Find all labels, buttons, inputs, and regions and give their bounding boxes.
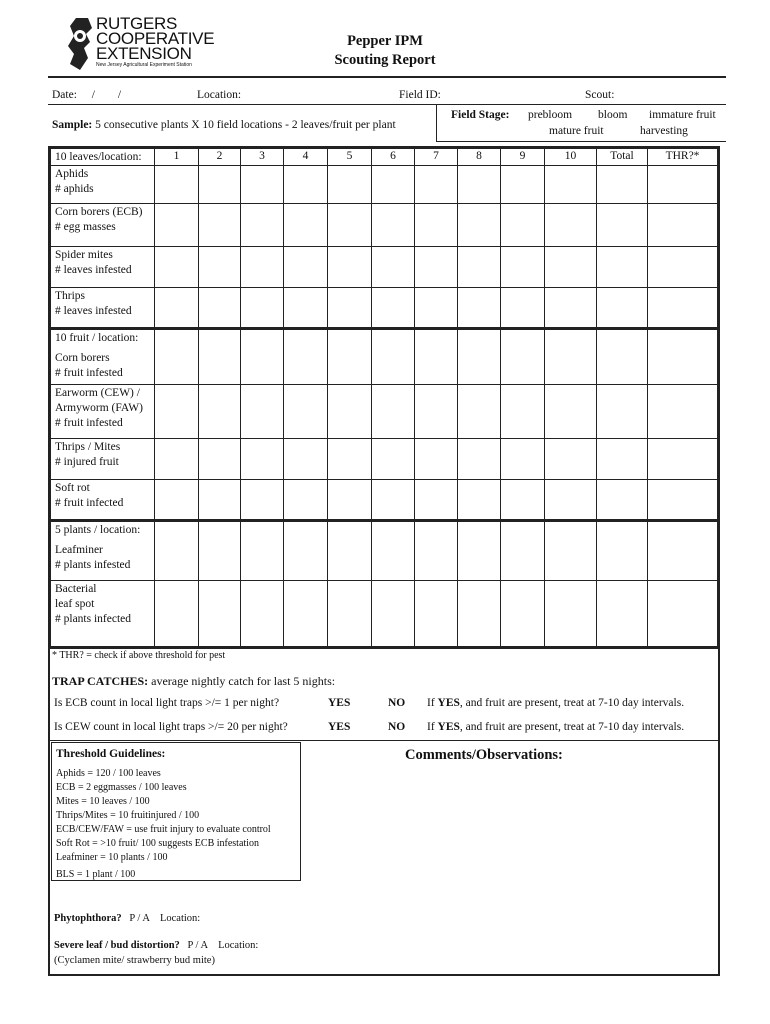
entry-cell[interactable]	[415, 479, 458, 521]
grid-header-cell: 1	[155, 149, 199, 166]
entry-cell[interactable]	[501, 384, 545, 438]
grid-header-cell: 7	[415, 149, 458, 166]
phytophthora-pa[interactable]: P / A	[129, 913, 150, 924]
entry-cell[interactable]	[458, 246, 501, 287]
entry-cell[interactable]	[501, 246, 545, 287]
entry-cell[interactable]	[199, 438, 241, 479]
entry-cell[interactable]	[372, 166, 415, 204]
row-label-line: # egg masses	[55, 221, 116, 234]
row-label-line: Spider mites	[55, 248, 113, 261]
grid-row	[51, 580, 718, 646]
entry-cell[interactable]	[597, 246, 648, 287]
entry-cell[interactable]	[458, 580, 501, 646]
entry-cell[interactable]	[284, 521, 328, 580]
entry-cell[interactable]	[415, 204, 458, 247]
entry-cell[interactable]	[241, 328, 284, 384]
entry-cell[interactable]	[597, 384, 648, 438]
entry-cell[interactable]	[328, 384, 372, 438]
title-line-1: Pepper IPM	[347, 33, 423, 49]
grid-row	[51, 479, 718, 521]
ecb-no-option[interactable]: NO	[388, 697, 406, 709]
page-title	[300, 32, 470, 70]
entry-cell[interactable]	[155, 384, 199, 438]
entry-cell[interactable]	[328, 328, 372, 384]
entry-cell[interactable]	[328, 521, 372, 580]
entry-cell[interactable]	[328, 479, 372, 521]
trap-title: TRAP CATCHES:	[52, 674, 149, 688]
grid-row	[51, 521, 718, 580]
entry-cell[interactable]	[545, 204, 597, 247]
row-label	[51, 479, 155, 521]
field-id-label: Field ID:	[399, 89, 441, 101]
header-rule-2	[48, 104, 726, 105]
distortion-note: (Cyclamen mite/ strawberry bud mite)	[54, 955, 215, 966]
entry-cell[interactable]	[241, 384, 284, 438]
entry-cell[interactable]	[545, 438, 597, 479]
comments-area[interactable]	[302, 742, 718, 974]
entry-cell[interactable]	[328, 580, 372, 646]
entry-cell[interactable]	[328, 438, 372, 479]
distortion-location: Location:	[218, 940, 259, 951]
stage-prebloom[interactable]: prebloom	[528, 109, 573, 121]
row-label-line: Soft rot	[55, 481, 90, 494]
row-label	[51, 438, 155, 479]
entry-cell[interactable]	[372, 580, 415, 646]
entry-cell[interactable]	[501, 479, 545, 521]
entry-cell[interactable]	[241, 521, 284, 580]
entry-cell[interactable]	[284, 328, 328, 384]
grid-header-cell: 2	[199, 149, 241, 166]
row-label	[51, 287, 155, 328]
trap-rule	[48, 740, 720, 741]
cew-yes-option[interactable]: YES	[328, 721, 351, 733]
entry-cell[interactable]	[597, 521, 648, 580]
ecb-if-yes: YES	[437, 697, 460, 709]
cew-action-text: , and fruit are present, treat at 7-10 day intervals.	[459, 721, 685, 733]
entry-cell[interactable]	[328, 204, 372, 247]
entry-cell[interactable]	[597, 479, 648, 521]
entry-cell[interactable]	[284, 479, 328, 521]
threshold-line: BLS = 1 plant / 100	[56, 869, 136, 880]
row-label-line: leaf spot	[55, 597, 95, 610]
entry-cell[interactable]	[241, 287, 284, 328]
entry-cell[interactable]	[284, 204, 328, 247]
entry-cell[interactable]	[199, 479, 241, 521]
entry-cell[interactable]	[501, 287, 545, 328]
stage-immature-fruit[interactable]: immature fruit	[649, 109, 716, 121]
rutgers-logo	[62, 14, 232, 76]
entry-cell[interactable]	[155, 438, 199, 479]
row-label	[51, 580, 155, 646]
entry-cell[interactable]	[372, 438, 415, 479]
threshold-line: Mites = 10 leaves / 100	[56, 796, 150, 807]
logo-line-1: RUTGERS	[96, 14, 178, 33]
entry-cell[interactable]	[199, 246, 241, 287]
entry-cell[interactable]	[597, 287, 648, 328]
entry-cell[interactable]	[458, 204, 501, 247]
sample-line	[52, 119, 396, 131]
location-label: Location:	[197, 89, 242, 101]
entry-cell[interactable]	[415, 384, 458, 438]
entry-cell[interactable]	[545, 246, 597, 287]
grid-header-row	[51, 149, 718, 166]
threshold-list	[56, 767, 271, 882]
entry-cell[interactable]	[501, 521, 545, 580]
ecb-yes-option[interactable]: YES	[328, 697, 351, 709]
entry-cell[interactable]	[328, 287, 372, 328]
entry-cell[interactable]	[199, 384, 241, 438]
grid-header-cell: 8	[458, 149, 501, 166]
grid-header-label: 10 leaves/location:	[51, 149, 155, 166]
grid-header-cell: 3	[241, 149, 284, 166]
cew-if: If	[427, 721, 435, 733]
entry-cell[interactable]	[241, 166, 284, 204]
sample-label: Sample:	[52, 119, 93, 131]
entry-cell[interactable]	[155, 166, 199, 204]
entry-cell[interactable]	[372, 246, 415, 287]
scouting-table	[50, 148, 718, 647]
grid-header-cell: Total	[597, 149, 648, 166]
entry-cell[interactable]	[648, 438, 718, 479]
entry-cell[interactable]	[284, 287, 328, 328]
entry-cell[interactable]	[155, 287, 199, 328]
entry-cell[interactable]	[328, 166, 372, 204]
entry-cell[interactable]	[284, 580, 328, 646]
header-rule-3	[436, 141, 726, 142]
entry-cell[interactable]	[458, 384, 501, 438]
entry-cell[interactable]	[648, 479, 718, 521]
date-slash-2: /	[117, 89, 122, 101]
header-rule	[48, 76, 726, 78]
entry-cell[interactable]	[199, 328, 241, 384]
entry-cell[interactable]	[648, 287, 718, 328]
row-label-line: # leaves infested	[55, 263, 132, 276]
entry-cell[interactable]	[545, 166, 597, 204]
row-label-line: Armyworm (FAW)	[55, 401, 143, 414]
row-label-line: # fruit infested	[55, 416, 123, 429]
entry-cell[interactable]	[155, 580, 199, 646]
grid-header-cell: 5	[328, 149, 372, 166]
row-label-line: Thrips	[55, 289, 86, 302]
threshold-line: Aphids = 120 / 100 leaves	[56, 768, 161, 779]
row-label-line: 5 plants / location:	[55, 524, 141, 537]
entry-cell[interactable]	[648, 328, 718, 384]
entry-cell[interactable]	[415, 580, 458, 646]
entry-cell[interactable]	[199, 204, 241, 247]
entry-cell[interactable]	[284, 166, 328, 204]
entry-cell[interactable]	[241, 438, 284, 479]
cew-no-option[interactable]: NO	[388, 721, 406, 733]
row-label-line: # fruit infected	[55, 496, 124, 509]
row-label-line: # leaves infested	[55, 304, 132, 317]
entry-cell[interactable]	[597, 438, 648, 479]
ecb-question: Is ECB count in local light traps >/= 1 per night?	[54, 697, 280, 709]
date-field[interactable]	[52, 89, 121, 101]
entry-cell[interactable]	[199, 521, 241, 580]
row-label-line: Corn borers (ECB)	[55, 206, 143, 219]
entry-cell[interactable]	[458, 521, 501, 580]
entry-cell[interactable]	[415, 328, 458, 384]
row-label	[51, 204, 155, 247]
entry-cell[interactable]	[284, 384, 328, 438]
entry-cell[interactable]	[501, 328, 545, 384]
entry-cell[interactable]	[648, 204, 718, 247]
grid-header-cell: 9	[501, 149, 545, 166]
threshold-title: Threshold Guidelines:	[56, 748, 166, 760]
stage-harvesting[interactable]: harvesting	[640, 125, 688, 137]
threshold-footnote: * THR? = check if above threshold for pest	[52, 650, 226, 661]
entry-cell[interactable]	[501, 166, 545, 204]
grid-header-cell: 6	[372, 149, 415, 166]
entry-cell[interactable]	[545, 384, 597, 438]
grid-header-cell: 4	[284, 149, 328, 166]
entry-cell[interactable]	[545, 479, 597, 521]
entry-cell[interactable]	[372, 328, 415, 384]
entry-cell[interactable]	[597, 166, 648, 204]
entry-cell[interactable]	[501, 580, 545, 646]
threshold-line: Thrips/Mites = 10 fruitinjured / 100	[56, 810, 200, 821]
ecb-if: If	[427, 697, 435, 709]
row-label-line: # aphids	[55, 183, 94, 196]
entry-cell[interactable]	[545, 580, 597, 646]
entry-cell[interactable]	[597, 328, 648, 384]
row-label-line: Thrips / Mites	[55, 440, 121, 453]
entry-cell[interactable]	[199, 287, 241, 328]
entry-cell[interactable]	[458, 166, 501, 204]
row-label-line: Aphids	[55, 168, 89, 181]
row-label-line: # injured fruit	[55, 455, 119, 468]
entry-cell[interactable]	[372, 521, 415, 580]
distortion-label: Severe leaf / bud distortion?	[54, 940, 180, 951]
threshold-line: Leafminer = 10 plants / 100	[56, 852, 168, 863]
cew-if-yes: YES	[437, 721, 460, 733]
threshold-guidelines-box	[51, 742, 301, 881]
entry-cell[interactable]	[458, 438, 501, 479]
grid-header-cell: THR?*	[648, 149, 718, 166]
row-label-line: Bacterial	[55, 582, 97, 595]
entry-cell[interactable]	[284, 246, 328, 287]
row-label-line: # plants infected	[55, 612, 132, 625]
date-slash-1: /	[91, 89, 95, 101]
entry-cell[interactable]	[284, 438, 328, 479]
entry-cell[interactable]	[155, 204, 199, 247]
entry-cell[interactable]	[648, 166, 718, 204]
field-stage-label: Field Stage:	[451, 109, 510, 121]
row-label-line: Leafminer	[55, 544, 103, 557]
entry-cell[interactable]	[501, 438, 545, 479]
entry-cell[interactable]	[199, 166, 241, 204]
entry-cell[interactable]	[545, 287, 597, 328]
row-label-line: # fruit infested	[55, 366, 123, 379]
entry-cell[interactable]	[545, 521, 597, 580]
title-line-2: Scouting Report	[334, 52, 436, 68]
entry-cell[interactable]	[415, 438, 458, 479]
row-label-line: Earworm (CEW) /	[55, 386, 140, 399]
entry-cell[interactable]	[415, 287, 458, 328]
phytophthora-location: Location:	[159, 913, 201, 924]
stage-bloom[interactable]: bloom	[598, 109, 628, 121]
row-label-line: 10 fruit / location:	[55, 331, 139, 344]
entry-cell[interactable]	[648, 384, 718, 438]
threshold-line: ECB/CEW/FAW = use fruit injury to evaluate control	[56, 824, 271, 835]
entry-cell[interactable]	[458, 328, 501, 384]
entry-cell[interactable]	[199, 580, 241, 646]
grid-row	[51, 438, 718, 479]
stage-mature-fruit[interactable]: mature fruit	[549, 125, 604, 137]
entry-cell[interactable]	[155, 521, 199, 580]
row-label	[51, 246, 155, 287]
cew-question: Is CEW count in local light traps >/= 20 per night?	[54, 721, 288, 733]
row-label-line: Corn borers	[55, 351, 110, 364]
trap-catches-heading	[52, 674, 335, 689]
entry-cell[interactable]	[545, 328, 597, 384]
field-stage-divider	[436, 104, 437, 142]
row-label	[51, 328, 155, 384]
entry-cell[interactable]	[328, 246, 372, 287]
cew-action	[427, 721, 684, 733]
grid-row	[51, 328, 718, 384]
threshold-line: ECB = 2 eggmasses / 100 leaves	[56, 782, 187, 793]
entry-cell[interactable]	[241, 246, 284, 287]
entry-cell[interactable]	[241, 479, 284, 521]
entry-cell[interactable]	[155, 328, 199, 384]
entry-cell[interactable]	[597, 580, 648, 646]
sample-text: 5 consecutive plants X 10 field locations - 2 leaves/fruit per plant	[95, 119, 396, 131]
row-label	[51, 521, 155, 580]
entry-cell[interactable]	[372, 384, 415, 438]
entry-cell[interactable]	[241, 580, 284, 646]
entry-cell[interactable]	[415, 521, 458, 580]
date-label: Date:	[52, 89, 77, 101]
row-label-line: # plants infested	[55, 559, 131, 572]
phytophthora-line	[54, 912, 200, 926]
trap-subtitle: average nightly catch for last 5 nights:	[151, 674, 336, 688]
entry-cell[interactable]	[597, 204, 648, 247]
entry-cell[interactable]	[415, 246, 458, 287]
grid-header-cell: 10	[545, 149, 597, 166]
distortion-line	[54, 939, 258, 953]
grid-row	[51, 384, 718, 438]
ecb-action-text: , and fruit are present, treat at 7-10 day intervals.	[459, 697, 685, 709]
comments-title: Comments/Observations:	[405, 747, 563, 763]
entry-cell[interactable]	[372, 204, 415, 247]
phytophthora-label: Phytophthora?	[54, 913, 122, 924]
entry-cell[interactable]	[648, 246, 718, 287]
entry-cell[interactable]	[372, 479, 415, 521]
entry-cell[interactable]	[458, 287, 501, 328]
entry-cell[interactable]	[241, 204, 284, 247]
logo-line-2: COOPERATIVE	[96, 29, 215, 48]
ecb-action	[427, 697, 684, 709]
entry-cell[interactable]	[372, 287, 415, 328]
grid-row	[51, 287, 718, 328]
grid-row	[51, 204, 718, 247]
entry-cell[interactable]	[648, 580, 718, 646]
entry-cell[interactable]	[501, 204, 545, 247]
entry-cell[interactable]	[648, 521, 718, 580]
entry-cell[interactable]	[415, 166, 458, 204]
logo-line-3: EXTENSION	[96, 44, 192, 63]
entry-cell[interactable]	[458, 479, 501, 521]
threshold-line: Soft Rot = >10 fruit/ 100 suggests ECB infestation	[56, 838, 259, 849]
scout-label: Scout:	[585, 89, 615, 101]
entry-cell[interactable]	[155, 479, 199, 521]
distortion-pa[interactable]: P / A	[187, 940, 208, 951]
scouting-grid	[48, 146, 720, 649]
entry-cell[interactable]	[155, 246, 199, 287]
row-label	[51, 384, 155, 438]
logo-tagline: New Jersey Agricultural Experiment Station	[96, 62, 192, 68]
grid-row	[51, 246, 718, 287]
row-label	[51, 166, 155, 204]
grid-row	[51, 166, 718, 204]
